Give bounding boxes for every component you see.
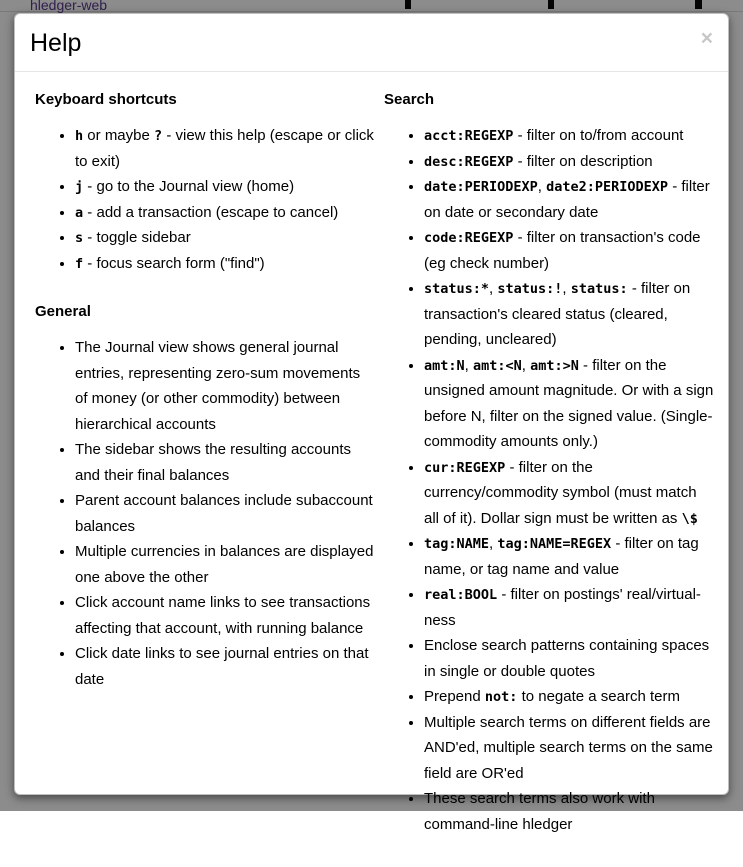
code-term: f [75, 255, 84, 272]
code-term: ? [154, 128, 163, 144]
hledger-web-link: hledger-web [30, 0, 108, 13]
code-term: tag:NAME=REGEX [497, 536, 612, 552]
code-term: not: [484, 689, 518, 705]
help-modal [14, 13, 729, 833]
code-term: s [75, 230, 84, 246]
section-list [35, 123, 374, 276]
code-term: date:PERIODEXP [424, 179, 538, 195]
help-section [35, 90, 374, 276]
modal-header [15, 14, 728, 72]
help-section [384, 90, 714, 837]
list-item: • j - go to the Journal view (home) [75, 174, 374, 200]
list-item: • h or maybe ? - view this help (escape or click to exit) [75, 123, 374, 174]
list-item: • Parent account balances include subaccount balances [75, 488, 374, 539]
code-term: code:REGEXP [424, 230, 514, 246]
code-term: amt:>N [530, 357, 579, 374]
code-term: status:! [497, 281, 563, 297]
list-item: • status:*, status:!, status: - filter on transaction's cleared status (cleared, pending, uncleared) [424, 276, 714, 353]
list-item: • Enclose search patterns containing spaces in single or double quotes [424, 633, 714, 684]
section-list [384, 123, 714, 837]
list-item: • amt:N, amt:<N, amt:>N - filter on the unsigned amount magnitude. Or with a sign before N, filter on the signed value. (Single-commodity amounts only.) [424, 353, 714, 455]
code-term: a [75, 204, 84, 221]
list-item: • tag:NAME, tag:NAME=REGEX - filter on tag name, or tag name and value [424, 531, 714, 582]
list-item: • cur:REGEXP - filter on the currency/commodity symbol (must match all of it). Dollar sign must be written as \$ [424, 455, 714, 532]
help-column-right [384, 90, 714, 837]
list-item: • date:PERIODEXP, date2:PERIODEXP - filter on date or secondary date [424, 174, 714, 225]
list-item: • a - add a transaction (escape to cancel) [75, 200, 374, 226]
list-item: • code:REGEXP - filter on transaction's code (eg check number) [424, 225, 714, 276]
list-item: • desc:REGEXP - filter on description [424, 149, 714, 175]
section-heading: Search [384, 91, 435, 108]
list-item: • Multiple search terms on different fields are AND'ed, multiple search terms on the same field are OR'ed [424, 710, 714, 787]
code-term: status:* [424, 281, 490, 297]
help-section [35, 302, 374, 692]
code-term: j [75, 179, 84, 195]
section-heading: General [35, 303, 91, 320]
modal-body [15, 72, 728, 867]
code-term: status: [570, 281, 628, 297]
list-item: • Click account name links to see transactions affecting that account, with running balance [75, 590, 374, 641]
list-item: • The sidebar shows the resulting accounts and their final balances [75, 437, 374, 488]
section-heading: Keyboard shortcuts [35, 91, 177, 108]
code-term: tag:NAME [424, 536, 490, 552]
list-item: • The Journal view shows general journal entries, representing zero-sum movements of money (or other commodity) between hierarchical accounts [75, 335, 374, 437]
code-term: amt:<N [472, 357, 522, 374]
code-term: real:BOOL [424, 587, 498, 603]
list-item: • f - focus search form ("find") [75, 251, 374, 277]
list-item: • acct:REGEXP - filter on to/from account [424, 123, 714, 149]
code-term: amt:N [424, 357, 465, 374]
code-term: date2:PERIODEXP [546, 179, 669, 195]
help-column-left [21, 90, 384, 837]
code-term: cur:REGEXP [424, 459, 506, 476]
list-item: • s - toggle sidebar [75, 225, 374, 251]
list-item: • Click date links to see journal entries on that date [75, 641, 374, 692]
close-icon[interactable]: × [700, 27, 713, 50]
list-item: • Multiple currencies in balances are displayed one above the other [75, 539, 374, 590]
list-item: • real:BOOL - filter on postings' real/virtual-ness [424, 582, 714, 633]
code-term: h [75, 128, 84, 144]
list-item: • These search terms also work with command-line hledger [424, 786, 714, 837]
modal-title: Help [30, 29, 82, 57]
section-list [35, 335, 374, 692]
code-term: \$ [681, 510, 698, 527]
code-term: acct:REGEXP [424, 128, 514, 144]
list-item: • Prepend not: to negate a search term [424, 684, 714, 710]
code-term: desc:REGEXP [424, 153, 514, 170]
